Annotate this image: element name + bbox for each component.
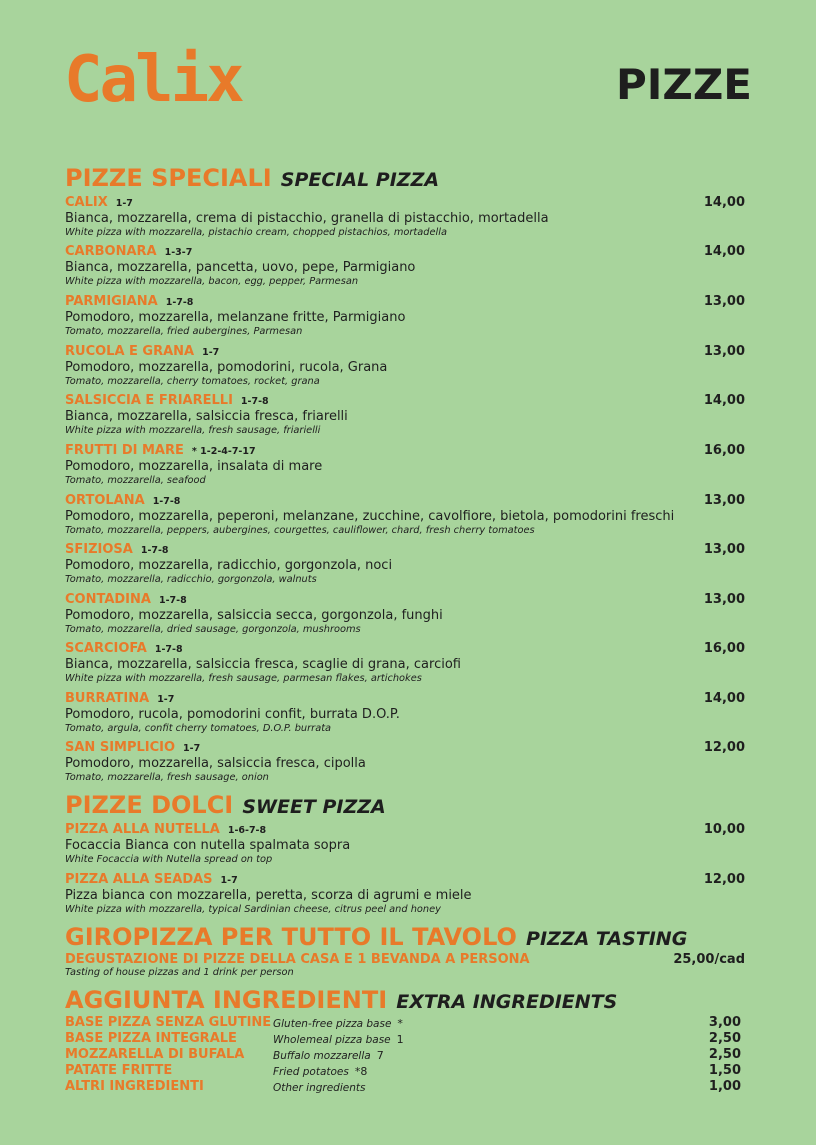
item-name: SAN SIMPLICIO	[65, 740, 176, 755]
item-description: Bianca, mozzarella, salsiccia fresca, scaglie di grana, carciofi	[65, 657, 461, 672]
item-price: 16,00	[703, 641, 745, 656]
menu-item-salsiccia-e-friarelli	[65, 393, 751, 437]
item-name: PIZZA ALLA SEADAS	[65, 872, 213, 887]
extra-name: ALTRI INGREDIENTI	[65, 1079, 204, 1094]
item-description-en: White pizza with mozzarella, bacon, egg, pepper, Parmesan	[65, 276, 359, 287]
item-description-en: White pizza with mozzarella, typical Sardinian cheese, citrus peel and honey	[65, 904, 441, 915]
item-description: Focaccia Bianca con nutella spalmata sopra	[65, 838, 351, 853]
section-title-it: AGGIUNTA INGREDIENTI	[65, 986, 388, 1014]
item-description: Pomodoro, mozzarella, insalata di mare	[65, 459, 323, 474]
item-allergens: 1-7-8	[158, 595, 187, 606]
item-allergens: 1-7-8	[140, 545, 169, 556]
item-description-en: Tomato, mozzarella, seafood	[65, 475, 206, 486]
item-description-en: Tomato, mozzarella, radicchio, gorgonzola, walnuts	[65, 574, 317, 585]
extra-row	[65, 1063, 741, 1079]
menu-item-frutti-di-mare	[65, 443, 751, 487]
item-allergens: 1-7	[157, 694, 175, 705]
menu-item-rucola-e-grana	[65, 344, 751, 388]
item-description-en: Tomato, mozzarella, fresh sausage, onion	[65, 772, 269, 783]
extra-allergens: 1	[396, 1033, 404, 1046]
section-heading-giropizza	[65, 925, 687, 949]
item-allergens: * 1-2-4-7-17	[191, 446, 256, 457]
item-name: RUCOLA E GRANA	[65, 344, 195, 359]
item-allergens: 1-3-7	[164, 247, 193, 258]
item-name: SFIZIOSA	[65, 542, 133, 557]
menu-item-burratina	[65, 691, 751, 735]
extra-row	[65, 1015, 741, 1031]
section-heading-speciali	[65, 166, 439, 190]
item-description: Pomodoro, mozzarella, peperoni, melanzane, zucchine, cavolfiore, bietola, pomodorini freschi	[65, 509, 675, 524]
extra-row	[65, 1079, 741, 1095]
item-allergens: 1-7-8	[240, 396, 269, 407]
section-title-it: PIZZE DOLCI	[65, 791, 234, 819]
item-description-en: White pizza with mozzarella, fresh sausage, parmesan flakes, artichokes	[65, 673, 422, 684]
item-description: Pomodoro, mozzarella, pomodorini, rucola, Grana	[65, 360, 388, 375]
item-allergens: 1-7	[115, 198, 133, 209]
item-description: Bianca, mozzarella, pancetta, uovo, pepe, Parmigiano	[65, 260, 416, 275]
item-description-en: Tomato, argula, confit cherry tomatoes, D.O.P. burrata	[65, 723, 332, 734]
item-price: 14,00	[703, 195, 745, 210]
section-title-en: EXTRA INGREDIENTS	[396, 991, 618, 1013]
menu-item-carbonara	[65, 244, 751, 288]
item-name: BURRATINA	[65, 691, 150, 706]
extra-name: MOZZARELLA DI BUFALA	[65, 1047, 245, 1062]
item-description-en: Tomato, mozzarella, fried aubergines, Parmesan	[65, 326, 303, 337]
item-allergens: 1-7	[220, 875, 238, 886]
page-title: PIZZE	[615, 60, 752, 109]
item-allergens: 1-7	[183, 743, 201, 754]
item-price: 14,00	[703, 244, 745, 259]
item-name: PARMIGIANA	[65, 294, 158, 309]
extra-description: Other ingredients	[273, 1082, 366, 1094]
extra-name: PATATE FRITTE	[65, 1063, 173, 1078]
extra-row	[65, 1047, 741, 1063]
item-allergens: 1-7-8	[154, 644, 183, 655]
item-price: 10,00	[703, 822, 745, 837]
item-description: Pomodoro, rucola, pomodorini confit, burrata D.O.P.	[65, 707, 400, 722]
item-price: 25,00/cad	[673, 952, 745, 967]
item-price: 13,00	[703, 344, 745, 359]
extra-description: Gluten-free pizza base	[273, 1018, 392, 1030]
item-price: 14,00	[703, 393, 745, 408]
menu-item-scarciofa	[65, 641, 751, 685]
menu-item-contadina	[65, 592, 751, 636]
item-description: Pizza bianca con mozzarella, peretta, scorza di agrumi e miele	[65, 888, 472, 903]
item-description-en: Tomato, mozzarella, cherry tomatoes, rocket, grana	[65, 376, 320, 387]
item-price: 16,00	[703, 443, 745, 458]
item-price: 13,00	[703, 294, 745, 309]
item-description-en: White Focaccia with Nutella spread on top	[65, 854, 273, 865]
section-title-en: PIZZA TASTING	[526, 928, 688, 950]
extra-name: BASE PIZZA SENZA GLUTINE	[65, 1015, 272, 1030]
extra-description: Fried potatoes	[273, 1066, 349, 1078]
section-heading-dolci	[65, 793, 386, 817]
menu-item-parmigiana	[65, 294, 751, 338]
item-allergens: 1-7-8	[165, 297, 194, 308]
item-name: DEGUSTAZIONE DI PIZZE DELLA CASA E 1 BEVANDA A PERSONA	[65, 952, 530, 967]
extra-allergens: *8	[354, 1065, 368, 1078]
menu-item-calix	[65, 195, 751, 239]
item-price: 13,00	[703, 493, 745, 508]
menu-item-pizza-alla-seadas	[65, 872, 751, 916]
item-allergens: 1-6-7-8	[227, 825, 267, 836]
section-heading-aggiunta	[65, 988, 617, 1012]
extra-price: 2,50	[708, 1047, 741, 1062]
menu-item-sfiziosa	[65, 542, 751, 586]
item-name: SALSICCIA E FRIARELLI	[65, 393, 233, 408]
item-description: Bianca, mozzarella, crema di pistacchio, granella di pistacchio, mortadella	[65, 211, 549, 226]
extra-price: 1,50	[708, 1063, 741, 1078]
item-description-en: Tomato, mozzarella, peppers, aubergines, courgettes, cauliflower, chard, fresh cherry tomatoes	[65, 525, 535, 536]
item-price: 12,00	[703, 872, 745, 887]
item-name: PIZZA ALLA NUTELLA	[65, 822, 220, 837]
section-title-it: PIZZE SPECIALI	[65, 164, 272, 192]
item-description-en: White pizza with mozzarella, fresh sausage, friarielli	[65, 425, 321, 436]
item-description: Pomodoro, mozzarella, salsiccia secca, gorgonzola, funghi	[65, 608, 443, 623]
extra-price: 3,00	[708, 1015, 741, 1030]
extra-price: 1,00	[708, 1079, 741, 1094]
menu-item-degustazione	[65, 952, 751, 979]
item-name: CARBONARA	[65, 244, 157, 259]
extra-description: Wholemeal pizza base	[273, 1034, 391, 1046]
item-name: CONTADINA	[65, 592, 151, 607]
item-description-en: Tasting of house pizzas and 1 drink per person	[65, 967, 294, 978]
extra-row	[65, 1031, 741, 1047]
menu-item-ortolana	[65, 493, 751, 537]
item-name: SCARCIOFA	[65, 641, 147, 656]
item-description: Pomodoro, mozzarella, radicchio, gorgonzola, noci	[65, 558, 393, 573]
item-name: CALIX	[65, 195, 108, 210]
item-allergens: 1-7	[202, 347, 220, 358]
extra-allergens: *	[397, 1017, 403, 1030]
section-title-it: GIROPIZZA PER TUTTO IL TAVOLO	[65, 923, 517, 951]
item-price: 14,00	[703, 691, 745, 706]
item-description: Pomodoro, mozzarella, melanzane fritte, Parmigiano	[65, 310, 406, 325]
item-price: 13,00	[703, 592, 745, 607]
item-description: Pomodoro, mozzarella, salsiccia fresca, cipolla	[65, 756, 366, 771]
section-title-en: SPECIAL PIZZA	[280, 169, 440, 191]
item-description-en: White pizza with mozzarella, pistachio cream, chopped pistachios, mortadella	[65, 227, 447, 238]
item-name: FRUTTI DI MARE	[65, 443, 184, 458]
extra-description: Buffalo mozzarella	[273, 1050, 371, 1062]
item-description: Bianca, mozzarella, salsiccia fresca, friarelli	[65, 409, 348, 424]
section-title-en: SWEET PIZZA	[242, 796, 386, 818]
menu-item-san-simplicio	[65, 740, 751, 784]
extra-name: BASE PIZZA INTEGRALE	[65, 1031, 237, 1046]
item-price: 13,00	[703, 542, 745, 557]
item-allergens: 1-7-8	[152, 496, 181, 507]
item-price: 12,00	[703, 740, 745, 755]
item-name: ORTOLANA	[65, 493, 145, 508]
menu-item-pizza-alla-nutella	[65, 822, 751, 866]
logo: Calix	[64, 43, 242, 117]
item-description-en: Tomato, mozzarella, dried sausage, gorgonzola, mushrooms	[65, 624, 361, 635]
extra-allergens: 7	[376, 1049, 384, 1062]
extra-price: 2,50	[708, 1031, 741, 1046]
